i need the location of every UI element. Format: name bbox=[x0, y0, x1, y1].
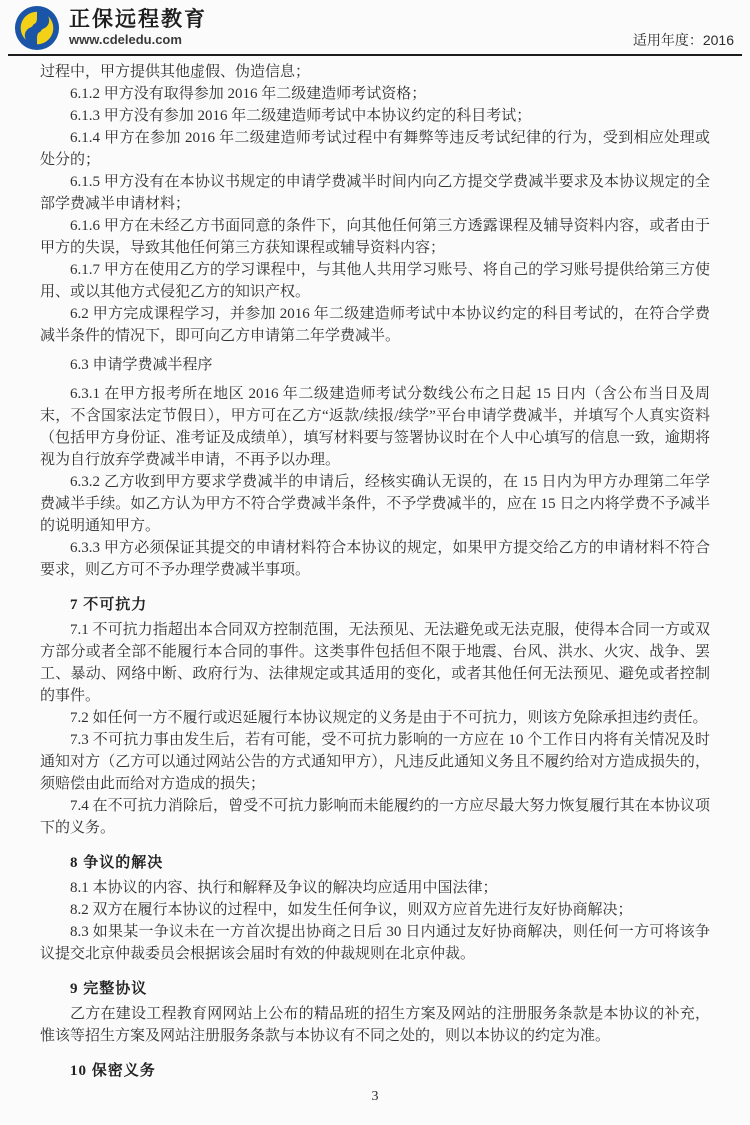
brand-text bbox=[69, 8, 207, 48]
clause-6-3-2: 6.3.2 乙方收到甲方要求学费减半的申请后，经核实确认无误的，在 15 日内为甲方办理第二年学费减半手续。如乙方认为甲方不符合学费减半条件，不予学费减半的，应在 15 日之内将学费不予减半的说明通知甲方。 bbox=[40, 474, 710, 534]
clause-6-1-2: 6.1.2 甲方没有取得参加 2016 年二级建造师考试资格； bbox=[70, 86, 427, 102]
clause-6-1-7: 6.1.7 甲方在使用乙方的学习课程中，与其他人共用学习账号、将自己的学习账号提供给第三方使用、或以其他方式侵犯乙方的知识产权。 bbox=[40, 262, 710, 300]
clause-7-1: 7.1 不可抗力指超出本合同双方控制范围，无法预见、无法避免或无法克服，使得本合同一方或双方部分或者全部不能履行本合同的事件。这类事件包括但不限于地震、台风、洪水、火灾、战争、罢工、暴动、网络中断、政府行为、法律规定或其适用的变化，或者其他任何无法预见、避免或者控制的事件。 bbox=[40, 622, 710, 704]
clause-6-3-3: 6.3.3 甲方必须保证其提交的申请材料符合本协议的规定，如果甲方提交给乙方的申请材料不符合要求，则乙方可不予办理学费减半事项。 bbox=[40, 540, 710, 578]
clause-6-1-3: 6.1.3 甲方没有参加 2016 年二级建造师考试中本协议约定的科目考试； bbox=[70, 108, 532, 124]
brand bbox=[14, 5, 207, 51]
clause-9-body: 乙方在建设工程教育网网站上公布的精品班的招生方案及网站的注册服务条款是本协议的补充，惟该等招生方案及网站注册服务条款与本协议有不同之处的，则以本协议的约定为准。 bbox=[40, 1006, 710, 1044]
clause-7-3: 7.3 不可抗力事由发生后，若有可能，受不可抗力影响的一方应在 10 个工作日内将有关情况及时通知对方（乙方可以通过网站公告的方式通知甲方），凡违反此通知义务且不履约给对方造成损失的，须赔偿由此而给对方造成的损失； bbox=[40, 732, 710, 792]
contract-body bbox=[0, 56, 750, 1085]
company-logo-icon bbox=[14, 5, 60, 51]
page-footer bbox=[0, 1085, 750, 1125]
clause-7-4: 7.4 在不可抗力消除后，曾受不可抗力影响而未能履约的一方应尽最大努力恢复履行其在本协议项下的义务。 bbox=[40, 798, 710, 836]
page-number: 3 bbox=[371, 1089, 379, 1104]
clause-6-3-1: 6.3.1 在甲方报考所在地区 2016 年二级建造师考试分数线公布之日起 15 日内（含公布当日及周末，不含国家法定节假日），甲方可在乙方“返款/续报/续学”平台申请学费减半，并填写个人真实资料（包括甲方身份证、准考证及成绩单），填写材料要与签署协议时在个人中心填写的信息一致，逾期将视为自行放弃学费减半申请，不再予以办理。 bbox=[40, 386, 710, 468]
clause-7-2: 7.2 如任何一方不履行或迟延履行本协议规定的义务是由于不可抗力，则该方免除承担违约责任。 bbox=[70, 710, 708, 726]
section-heading-9-entire-agreement: 9 完整协议 bbox=[70, 981, 148, 997]
clause-6-2: 6.2 甲方完成课程学习，并参加 2016 年二级建造师考试中本协议约定的科目考试的，在符合学费减半条件的情况下，即可向乙方申请第二年学费减半。 bbox=[40, 306, 710, 344]
section-heading-8-dispute-resolution: 8 争议的解决 bbox=[70, 855, 164, 871]
section-heading-7-force-majeure: 7 不可抗力 bbox=[70, 597, 148, 613]
applicable-year-label: 适用年度：2016 bbox=[632, 32, 734, 48]
section-heading-10-confidentiality: 10 保密义务 bbox=[70, 1063, 156, 1079]
clause-6-1-4: 6.1.4 甲方在参加 2016 年二级建造师考试过程中有舞弊等违反考试纪律的行为，受到相应处理或处分的； bbox=[40, 130, 710, 168]
clause-8-1: 8.1 本协议的内容、执行和解释及争议的解决均应适用中国法律； bbox=[70, 880, 498, 896]
brand-name: 正保远程教育 bbox=[69, 8, 207, 31]
clause-6-1-6: 6.1.6 甲方在未经乙方书面同意的条件下，向其他任何第三方透露课程及辅导资料内容，或者由于甲方的失误，导致其他任何第三方获知课程或辅导资料内容； bbox=[40, 218, 710, 256]
clause-8-2: 8.2 双方在履行本协议的过程中，如发生任何争议，则双方应首先进行友好协商解决； bbox=[70, 902, 633, 918]
clause-6-1-5: 6.1.5 甲方没有在本协议书规定的申请学费减半时间内向乙方提交学费减半要求及本协议规定的全部学费减半申请材料； bbox=[40, 174, 710, 212]
clause-8-3: 8.3 如果某一争议未在一方首次提出协商之日后 30 日内通过友好协商解决，则任何一方可将该争议提交北京仲裁委员会根据该会届时有效的仲裁规则在北京仲裁。 bbox=[40, 924, 710, 962]
subheading-6-3: 6.3 申请学费减半程序 bbox=[70, 357, 213, 373]
paragraph-continuation: 过程中，甲方提供其他虚假、伪造信息； bbox=[40, 64, 311, 80]
page-header bbox=[0, 0, 750, 53]
brand-url: www.cdeledu.com bbox=[69, 32, 182, 47]
